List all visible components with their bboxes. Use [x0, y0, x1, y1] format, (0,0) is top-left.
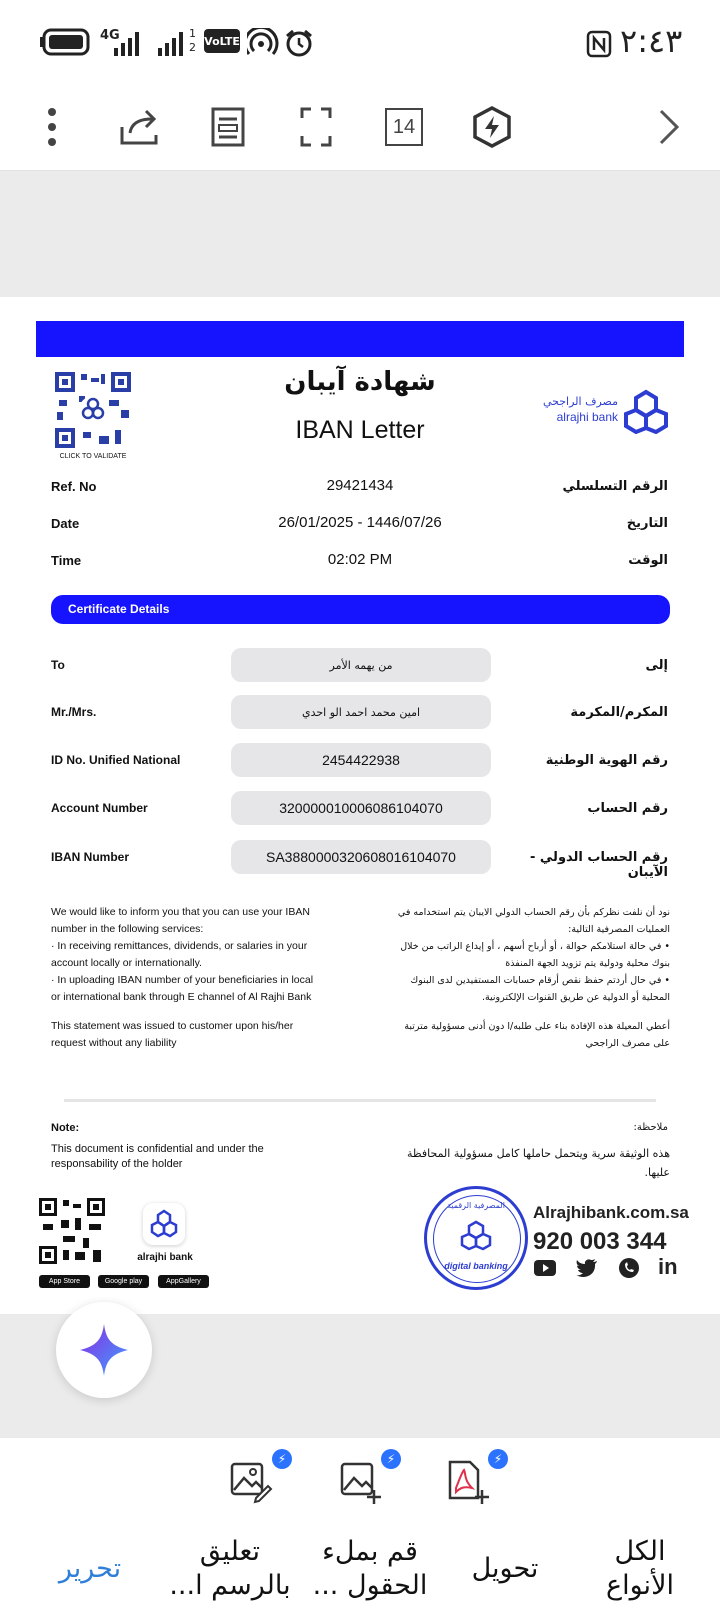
page-number: 14: [385, 108, 423, 146]
iban-value: SA3880000320608016104070: [231, 840, 491, 874]
volte-icon: VoLTE: [204, 29, 240, 53]
account-label-ar: رقم الحساب: [587, 801, 668, 816]
share-icon[interactable]: [117, 104, 163, 150]
to-label-en: To: [51, 658, 65, 672]
digital-banking-seal: [424, 1186, 528, 1290]
nav-all-types[interactable]: الكل الأنواع: [606, 1536, 674, 1601]
info-ar-line: على مصرف الراجحي: [585, 1038, 670, 1049]
id-label-en: ID No. Unified National: [51, 753, 181, 767]
nfc-icon: [586, 30, 612, 58]
divider: [64, 1099, 656, 1102]
note-en-line: This document is confidential and under the: [51, 1143, 264, 1155]
app-store-badge[interactable]: App Store: [39, 1275, 90, 1288]
ai-assistant-button[interactable]: [56, 1302, 152, 1398]
info-ar-line: • في حال أردتم حفظ نقص أرقام حسابات المستفيدين لدى البنوك: [410, 975, 670, 986]
sim2-label: 2: [189, 41, 196, 54]
bank-name-ar: مصرف الراجحي: [542, 395, 618, 408]
qr-code-icon: [49, 370, 137, 448]
iban-label-ar: رقم الحساب الدولي - الآيبان: [529, 850, 668, 880]
nav-annotate-draw[interactable]: تعليق بالرسم ا...: [169, 1536, 291, 1601]
info-ar-line: نود أن نلفت نظركم بأن رقم الحساب الدولي الايبان يتم استخدامه في: [397, 907, 670, 918]
info-en-line: account locally or internationally.: [51, 957, 202, 969]
youtube-icon[interactable]: [534, 1260, 556, 1276]
ai-icon[interactable]: [469, 104, 515, 150]
info-en-line: · In receiving remittances, dividends, or salaries in your: [51, 940, 308, 952]
note-ar-line: عليها.: [644, 1166, 670, 1179]
info-en-line: · In uploading IBAN number of your beneficiaries in local: [51, 974, 314, 986]
phone-number[interactable]: 920 003 344: [533, 1228, 667, 1255]
iban-label-en: IBAN Number: [51, 850, 130, 864]
network-type: 4G: [100, 28, 120, 43]
bank-logo-icon: [143, 1203, 185, 1245]
note-text-en: [51, 1142, 331, 1172]
name-value: امين محمد احمد الو احدي: [231, 695, 491, 729]
ref-label-ar: الرقم التسلسلي: [562, 479, 668, 494]
time-label-ar: الوقت: [628, 553, 668, 568]
section-title: Certificate Details: [68, 602, 170, 616]
viewer-toolbar: [0, 84, 720, 171]
linkedin-icon[interactable]: in: [658, 1254, 678, 1279]
header-bar: [36, 321, 684, 357]
section-header: [51, 595, 670, 624]
premium-badge: ⚡: [272, 1449, 292, 1469]
name-label-en: Mr./Mrs.: [51, 705, 97, 719]
app-icon: [143, 1203, 185, 1245]
bank-logo-icon: [622, 388, 670, 434]
bank-logo-icon: [457, 1219, 495, 1255]
signal-icon: [156, 30, 192, 56]
title-ar: شهادة آيبان: [284, 367, 436, 397]
qr-caption: CLICK TO VALIDATE: [59, 453, 127, 460]
page-number-icon[interactable]: [381, 104, 427, 150]
viewer-background: [0, 171, 720, 297]
nav-fill-fields[interactable]: قم بملء الحقول ...: [312, 1536, 428, 1601]
time-label-en: Time: [51, 553, 82, 568]
battery-icon: [40, 28, 92, 56]
info-ar-line: • في حالة استلامكم حوالة ، أو أرباح أسهم ، أو إيداع الراتب من خلال: [400, 941, 670, 952]
date-label-en: Date: [51, 516, 80, 531]
note-label-ar: ملاحظة:: [633, 1122, 668, 1133]
edit-image-icon[interactable]: [226, 1458, 274, 1506]
name-label-ar: المكرم/المكرمة: [570, 705, 668, 720]
info-en-line: number in the following services:: [51, 923, 204, 935]
nav-edit[interactable]: تحرير: [58, 1553, 122, 1584]
signal-icon: [100, 30, 144, 56]
next-icon[interactable]: [645, 104, 691, 150]
date-label-ar: التاريخ: [626, 516, 668, 531]
google-play-badge[interactable]: Google play: [98, 1275, 149, 1288]
app-bank-name: alrajhi bank: [137, 1252, 193, 1263]
id-value: 2454422938: [231, 743, 491, 777]
seal-text-ar: المصرفية الرقمية: [447, 1201, 505, 1210]
sim1-label: 1: [189, 27, 196, 40]
note-text-ar: [380, 1144, 670, 1182]
account-label-en: Account Number: [51, 801, 148, 815]
more-vert-icon[interactable]: [29, 104, 75, 150]
info-en-line: This statement was issued to customer upon his/her: [51, 1020, 294, 1032]
info-ar-line: بنوك محلية ودولية يتم تزويد الجهة المنفذة: [505, 958, 670, 969]
info-en-line: We would like to inform you that you can use your IBAN: [51, 906, 310, 918]
whatsapp-icon[interactable]: [618, 1257, 640, 1279]
title-en: IBAN Letter: [295, 416, 425, 444]
info-ar-line: العمليات المصرفية التالية:: [568, 924, 670, 935]
bottom-nav: [0, 1526, 720, 1610]
reader-mode-icon[interactable]: [205, 104, 251, 150]
info-en-line: or international bank through E channel of Al Rajhi Bank: [51, 991, 312, 1003]
seal-text-en: digital banking: [444, 1261, 508, 1271]
to-label-ar: إلى: [645, 658, 668, 673]
convert-pdf-icon[interactable]: [444, 1458, 492, 1506]
account-value: 320000010006086104070: [231, 791, 491, 825]
info-en-line: request without any liability: [51, 1037, 177, 1049]
hotspot-icon: [247, 28, 279, 56]
time-value: 02:02 PM: [327, 551, 393, 568]
app-gallery-badge[interactable]: AppGallery: [158, 1275, 209, 1288]
info-ar-line: المحلية أو الدولية عن طريق القنوات الإلكترونية.: [481, 992, 670, 1003]
website[interactable]: Alrajhibank.com.sa: [533, 1203, 689, 1222]
info-ar-line: أعطي المعيلة هذه الإفادة بناء على طلبه/ا دون أدنى مسؤولية مترتبة: [404, 1021, 670, 1032]
twitter-icon[interactable]: [576, 1258, 598, 1278]
fullscreen-icon[interactable]: [293, 104, 339, 150]
to-value: من يهمه الأمر: [231, 648, 491, 682]
ref-value: 29421434: [326, 477, 394, 494]
note-en-line: responsability of the holder: [51, 1158, 183, 1170]
bank-name-en: alrajhi bank: [556, 410, 618, 424]
date-value: 26/01/2025 - 1446/07/26: [278, 514, 442, 531]
info-text-en: [51, 904, 321, 1052]
premium-badge: ⚡: [381, 1449, 401, 1469]
premium-badge: ⚡: [488, 1449, 508, 1469]
status-time: ٢:٤٣: [620, 22, 683, 60]
validate-qr[interactable]: [49, 370, 137, 460]
id-label-ar: رقم الهوية الوطنية: [545, 753, 668, 768]
alarm-icon: [284, 28, 314, 58]
nav-convert[interactable]: تحويل: [471, 1553, 539, 1584]
app-qr-icon: [39, 1198, 105, 1264]
info-text-ar: [380, 904, 670, 1052]
note-ar-line: هذه الوثيقة سرية ويتحمل حاملها كامل مسؤولية المحافظة: [406, 1147, 670, 1160]
note-label-en: Note:: [51, 1122, 80, 1134]
add-image-icon[interactable]: [336, 1458, 384, 1506]
status-bar: [0, 0, 720, 84]
ref-label-en: Ref. No: [51, 479, 97, 494]
sparkle-icon: [56, 1302, 152, 1398]
